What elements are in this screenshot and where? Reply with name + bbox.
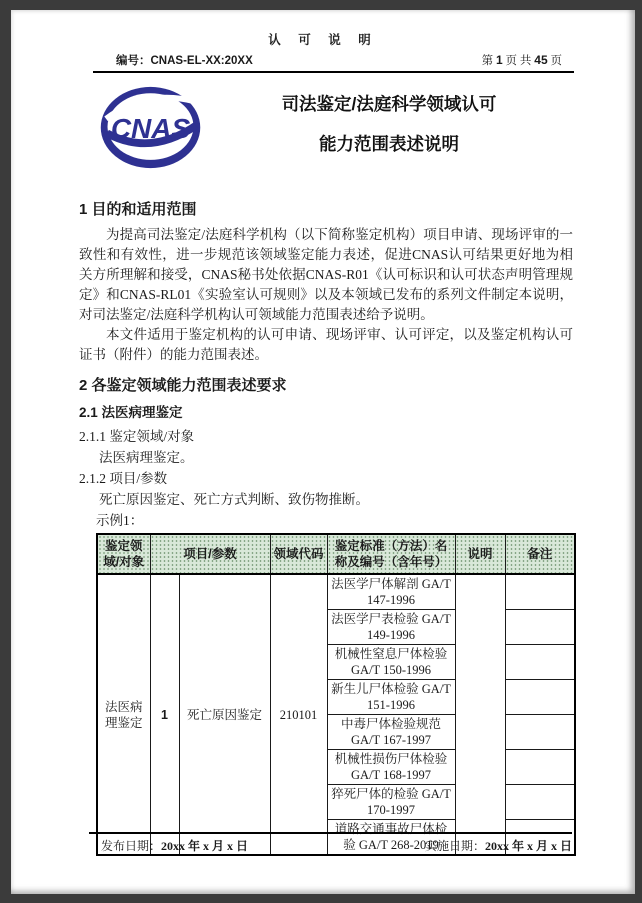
- header-field: 鉴定领域/对象: [97, 534, 150, 574]
- header-meta-row: [93, 52, 574, 68]
- table-header: [97, 534, 575, 574]
- page-footer: [89, 832, 572, 854]
- section-2-1-details: [79, 426, 573, 531]
- running-head-doc-type: 认 可 说 明: [268, 33, 378, 47]
- standard-cell: 机械性损伤尸体检验 GA/T 168-1997: [327, 750, 455, 785]
- standard-cell: 中毒尸体检验规范 GA/T 167-1997: [327, 715, 455, 750]
- capability-scope-table: [96, 533, 576, 856]
- standard-cell: 新生儿尸体检验 GA/T 151-1996: [327, 680, 455, 715]
- remark-cell: [505, 750, 575, 785]
- publish-date-value: 20xx 年 x 月 x 日: [161, 839, 249, 853]
- implement-date-label: 实施日期：: [424, 839, 485, 853]
- publish-date: [101, 837, 248, 854]
- cnas-logo-graphic: [99, 85, 202, 170]
- header-standard: 鉴定标准（方法）名称及编号（含年号）: [327, 534, 455, 574]
- remark-cell: [505, 680, 575, 715]
- header-note: 说明: [455, 534, 505, 574]
- section-2-1-1-heading: 2.1.1 鉴定领域/对象: [79, 429, 195, 444]
- document-title-line2: 能力范围表述说明: [319, 134, 459, 154]
- standard-cell: 法医学尸体解剖 GA/T 147-1996: [327, 574, 455, 610]
- doc-number: [116, 52, 253, 68]
- page-number: [482, 52, 562, 68]
- implement-date: [425, 837, 572, 854]
- section-1-paragraph-1: 为提高司法鉴定/法庭科学机构（以下简称鉴定机构）项目申请、现场评审的一致性和有效性，进一步规范该领域鉴定能力表述，促进CNAS认可结果更好地为相关方所理解和接受，CNAS秘书处依据CNAS-R01《认可标识和认可状态声明管理规定》和CNAS-RL01《实验室认可规则》以及本领域已发布的系列文件制定本说明，对司法鉴定/法庭科学机构认可领域能力范围表述给予说明。: [79, 227, 573, 322]
- section-1-paragraph-2: 本文件适用于鉴定机构的认可申请、现场评审、认可评定，以及鉴定机构认可证书（附件）的能力范围表述。: [79, 327, 573, 362]
- header-code: 领域代码: [270, 534, 327, 574]
- page-number-current: 1: [495, 53, 503, 67]
- implement-date-value: 20xx 年 x 月 x 日: [484, 839, 572, 853]
- remark-cell: [505, 645, 575, 680]
- field-cell: 法医病理鉴定: [97, 574, 150, 855]
- project-cell: 死亡原因鉴定: [179, 574, 270, 855]
- document-page: [11, 10, 635, 894]
- standard-cell: 道路交通事故尸体检验 GA/T 268-2019: [327, 820, 455, 856]
- section-1-heading: 1 目的和适用范围: [79, 201, 197, 218]
- code-cell: 210101: [270, 574, 327, 855]
- section-2-1-2-body: 死亡原因鉴定、死亡方式判断、致伤物推断。: [99, 492, 369, 507]
- remark-cell: [505, 715, 575, 750]
- remark-cell: [505, 574, 575, 610]
- remark-cell: [505, 785, 575, 820]
- page-number-total: 45: [534, 53, 548, 67]
- standard-row: [97, 574, 575, 610]
- section-2-heading: 2 各鉴定领域能力范围表述要求: [79, 377, 287, 394]
- remark-cell: [505, 610, 575, 645]
- index-cell: 1: [150, 574, 179, 855]
- logo-cnas-text: CNAS: [110, 113, 191, 145]
- page-number-prefix: 第: [481, 55, 494, 67]
- note-cell: [455, 574, 505, 855]
- example-1-label: 示例1：: [96, 513, 144, 528]
- cnas-logo: [99, 85, 203, 175]
- page-number-middle: 页 共: [505, 55, 532, 67]
- header-remark: 备注: [505, 534, 575, 574]
- title-block: [99, 85, 575, 175]
- section-2-1-1-body: 法医病理鉴定。: [99, 450, 194, 465]
- doc-number-label: 编号：: [116, 55, 151, 67]
- document-body: [79, 201, 573, 856]
- standard-cell: 猝死尸体的检验 GA/T 170-1997: [327, 785, 455, 820]
- standard-cell: 法医学尸表检验 GA/T 149-1996: [327, 610, 455, 645]
- publish-date-label: 发布日期：: [101, 839, 162, 853]
- doc-number-value: CNAS-EL-XX:20XX: [150, 55, 253, 67]
- document-title: [203, 85, 575, 175]
- page-number-suffix: 页: [550, 55, 562, 67]
- document-title-line1: 司法鉴定/法庭科学领域认可: [281, 94, 497, 114]
- header-rule: [93, 52, 574, 73]
- standard-cell: 机械性窒息尸体检验 GA/T 150-1996: [327, 645, 455, 680]
- header-project: 项目/参数: [150, 534, 270, 574]
- table-body: [97, 574, 575, 855]
- section-2-1-heading: 2.1 法医病理鉴定: [79, 405, 183, 420]
- section-2-1-2-heading: 2.1.2 项目/参数: [79, 471, 168, 486]
